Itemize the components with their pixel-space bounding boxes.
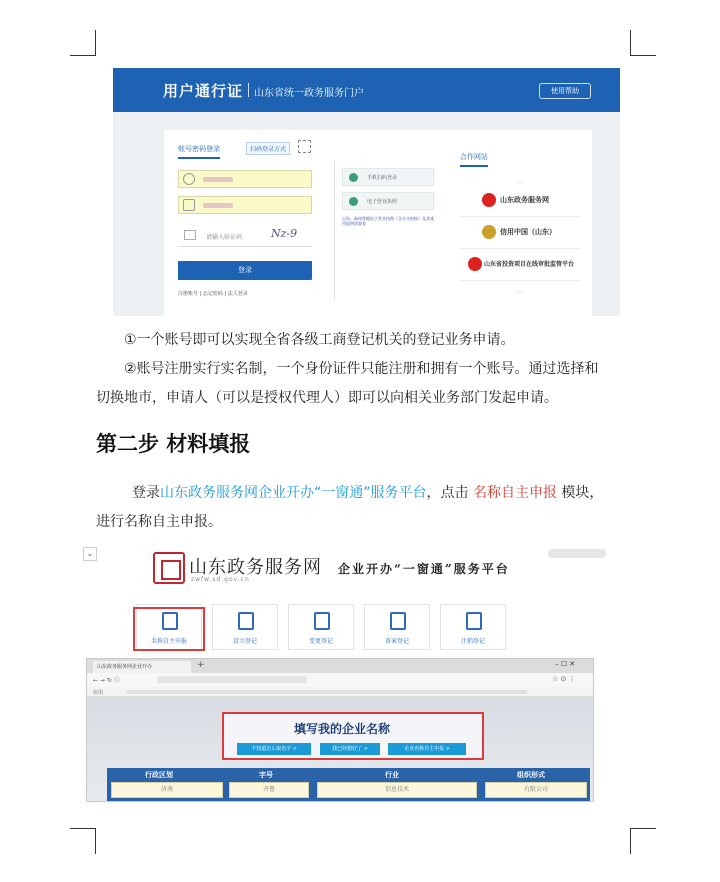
panel-divider bbox=[334, 160, 335, 300]
passport-title: 用户通行证 bbox=[163, 82, 244, 100]
captcha-placeholder: 请输入验证码 bbox=[206, 234, 243, 241]
new-tab-icon[interactable]: + bbox=[197, 660, 205, 670]
crop-mark-bottom-left bbox=[70, 828, 96, 854]
card-label: 备案登记 bbox=[384, 638, 409, 645]
seal-logo-icon bbox=[153, 552, 185, 584]
partner-site-name: 山东政务服务网 bbox=[500, 195, 549, 204]
name-form bbox=[107, 768, 590, 802]
site-name: 山东政务服务网 bbox=[189, 557, 322, 578]
brand-input[interactable]: 齐鲁 bbox=[229, 782, 309, 798]
card-label: 变更登记 bbox=[308, 638, 333, 645]
para-realname-line2: 切换地市，申请人（可以是授权代理人）即可以向相关业务部门发起申请。 bbox=[96, 390, 558, 406]
login-screenshot bbox=[113, 68, 620, 316]
alt-option-1[interactable] bbox=[342, 168, 434, 186]
partner-site-name: 山东省投资项目在线审批监管平台 bbox=[484, 261, 575, 268]
login-button[interactable]: 登录 bbox=[178, 261, 312, 280]
region-select[interactable]: 济南 bbox=[111, 782, 223, 798]
card-change[interactable] bbox=[288, 604, 354, 650]
para-account-scope: ①一个账号即可以实现全省各级工商登记机关的登记业务申请。 bbox=[124, 332, 515, 348]
refresh-icon bbox=[314, 612, 330, 630]
chevron-up-icon[interactable]: ︿ bbox=[516, 176, 524, 185]
username-value-blurred bbox=[203, 177, 233, 182]
login-header bbox=[113, 68, 620, 112]
document-icon bbox=[238, 612, 254, 630]
username-field[interactable] bbox=[178, 170, 312, 188]
portal-screenshot bbox=[83, 540, 608, 802]
col-region: 行政区划 bbox=[145, 771, 173, 779]
partner-site-2[interactable] bbox=[460, 217, 580, 249]
card-filing[interactable] bbox=[364, 604, 430, 650]
alt-option-label: 手机扫码登录 bbox=[367, 175, 398, 181]
partner-site-name: 信用中国（山东） bbox=[500, 227, 556, 236]
name-section-title: 填写我的企业名称 bbox=[294, 722, 391, 736]
site-url: zwfw.sd.gov.cn bbox=[191, 576, 250, 583]
partner-site-3[interactable] bbox=[460, 249, 580, 281]
have-name-button[interactable]: 我已经想好了 > bbox=[320, 743, 380, 755]
emblem-icon bbox=[482, 225, 496, 239]
partners-label: 合作网站 bbox=[460, 152, 488, 167]
para-login-instruction-line2: 进行名称自主申报。 bbox=[96, 514, 222, 530]
url-blurred[interactable] bbox=[157, 676, 307, 683]
tab-account-login[interactable]: 账号密码登录 bbox=[178, 144, 220, 159]
crop-mark-top-left bbox=[70, 30, 96, 56]
alt-login-options bbox=[342, 168, 434, 226]
browser-actions-icon[interactable]: ☆ ⊙ ⋮ bbox=[552, 675, 576, 683]
card-label: 设立登记 bbox=[232, 638, 257, 645]
login-panel bbox=[164, 130, 592, 316]
module-link[interactable]: 名称自主申报 bbox=[472, 485, 557, 501]
col-org-form: 组织形式 bbox=[517, 771, 545, 779]
no-name-button[interactable]: 不知道怎么取名字 > bbox=[237, 743, 311, 755]
card-label: 注销登记 bbox=[460, 638, 485, 645]
login-links[interactable]: 注册账号 | 忘记密码 | 法人登录 bbox=[178, 291, 248, 297]
nav-buttons-icon[interactable]: ← → ↻ ⓘ bbox=[93, 677, 120, 684]
stamp-icon bbox=[390, 612, 406, 630]
alt-option-2[interactable] bbox=[342, 192, 434, 210]
bookmarks-bar bbox=[87, 687, 593, 697]
portal-subtitle: 山东省统一政务服务门户 bbox=[254, 88, 364, 99]
para-login-instruction bbox=[132, 483, 603, 503]
apps-bookmark[interactable]: 应用 bbox=[93, 690, 104, 696]
instr-middle: ，点击 bbox=[426, 485, 469, 501]
qr-code-icon[interactable] bbox=[298, 140, 311, 153]
card-cancel[interactable] bbox=[440, 604, 506, 650]
emblem-icon bbox=[468, 257, 482, 271]
col-brand: 字号 bbox=[259, 771, 273, 779]
highlight-box bbox=[133, 607, 205, 651]
browser-tabbar bbox=[87, 659, 593, 673]
org-form-select[interactable]: 有限公司 bbox=[485, 782, 587, 798]
browser-tab[interactable]: 山东政务服务网企业开办 bbox=[93, 661, 191, 673]
scan-icon bbox=[349, 173, 358, 182]
address-bar bbox=[87, 673, 593, 687]
instr-suffix: 模块， bbox=[561, 485, 604, 501]
user-icon bbox=[183, 173, 195, 185]
name-section bbox=[222, 712, 484, 760]
lock-icon bbox=[183, 199, 195, 211]
license-icon bbox=[349, 197, 358, 206]
window-controls[interactable]: – ☐ ✕ bbox=[555, 660, 576, 668]
crop-mark-top-right bbox=[630, 30, 656, 56]
crop-mark-bottom-right bbox=[630, 828, 656, 854]
industry-input[interactable]: 信息技术 bbox=[317, 782, 477, 798]
partner-site-1[interactable] bbox=[460, 185, 580, 217]
cancel-doc-icon bbox=[466, 612, 482, 630]
password-value-blurred bbox=[203, 203, 233, 208]
help-button[interactable]: 使用帮助 bbox=[539, 83, 591, 99]
captcha-image[interactable]: Nz-9 bbox=[271, 227, 298, 240]
self-declare-button[interactable]: 企业名称自主申报 > bbox=[388, 743, 466, 755]
platform-link[interactable]: 山东政务服务网企业开办“一窗通”服务平台 bbox=[160, 485, 427, 501]
bookmarks-blurred bbox=[127, 690, 527, 694]
browser-window bbox=[86, 658, 594, 802]
emblem-icon bbox=[482, 193, 496, 207]
partner-sites bbox=[460, 144, 580, 299]
instr-prefix: 登录 bbox=[132, 485, 160, 501]
card-label: 名称自主申报 bbox=[150, 638, 187, 645]
col-industry: 行业 bbox=[385, 771, 399, 779]
card-establish[interactable] bbox=[212, 604, 278, 650]
chevron-down-icon[interactable]: ﹀ bbox=[516, 290, 524, 299]
alt-option-label: 电子营业执照 bbox=[367, 199, 398, 205]
para-realname-line1: ②账号注册实行实名制，一个身份证件只能注册和拥有一个账号。通过选择和 bbox=[124, 361, 599, 377]
chevron-down-icon[interactable]: ⌄ bbox=[83, 547, 97, 561]
platform-slogan: 企业开办“一窗通”服务平台 bbox=[338, 562, 510, 576]
blurred-header-text bbox=[548, 549, 606, 558]
browser-content bbox=[87, 698, 593, 802]
captcha-icon bbox=[184, 230, 196, 240]
step2-heading: 第二步 材料填报 bbox=[96, 432, 251, 456]
password-field[interactable] bbox=[178, 196, 312, 214]
header-divider bbox=[248, 83, 249, 97]
tab-other-login[interactable]: 扫码登录方式 bbox=[246, 142, 290, 155]
alt-login-note: 山东、福州等地电子营业执照（含分支机构）及其使用说明请查看 bbox=[342, 216, 434, 226]
captcha-field[interactable] bbox=[178, 225, 312, 247]
